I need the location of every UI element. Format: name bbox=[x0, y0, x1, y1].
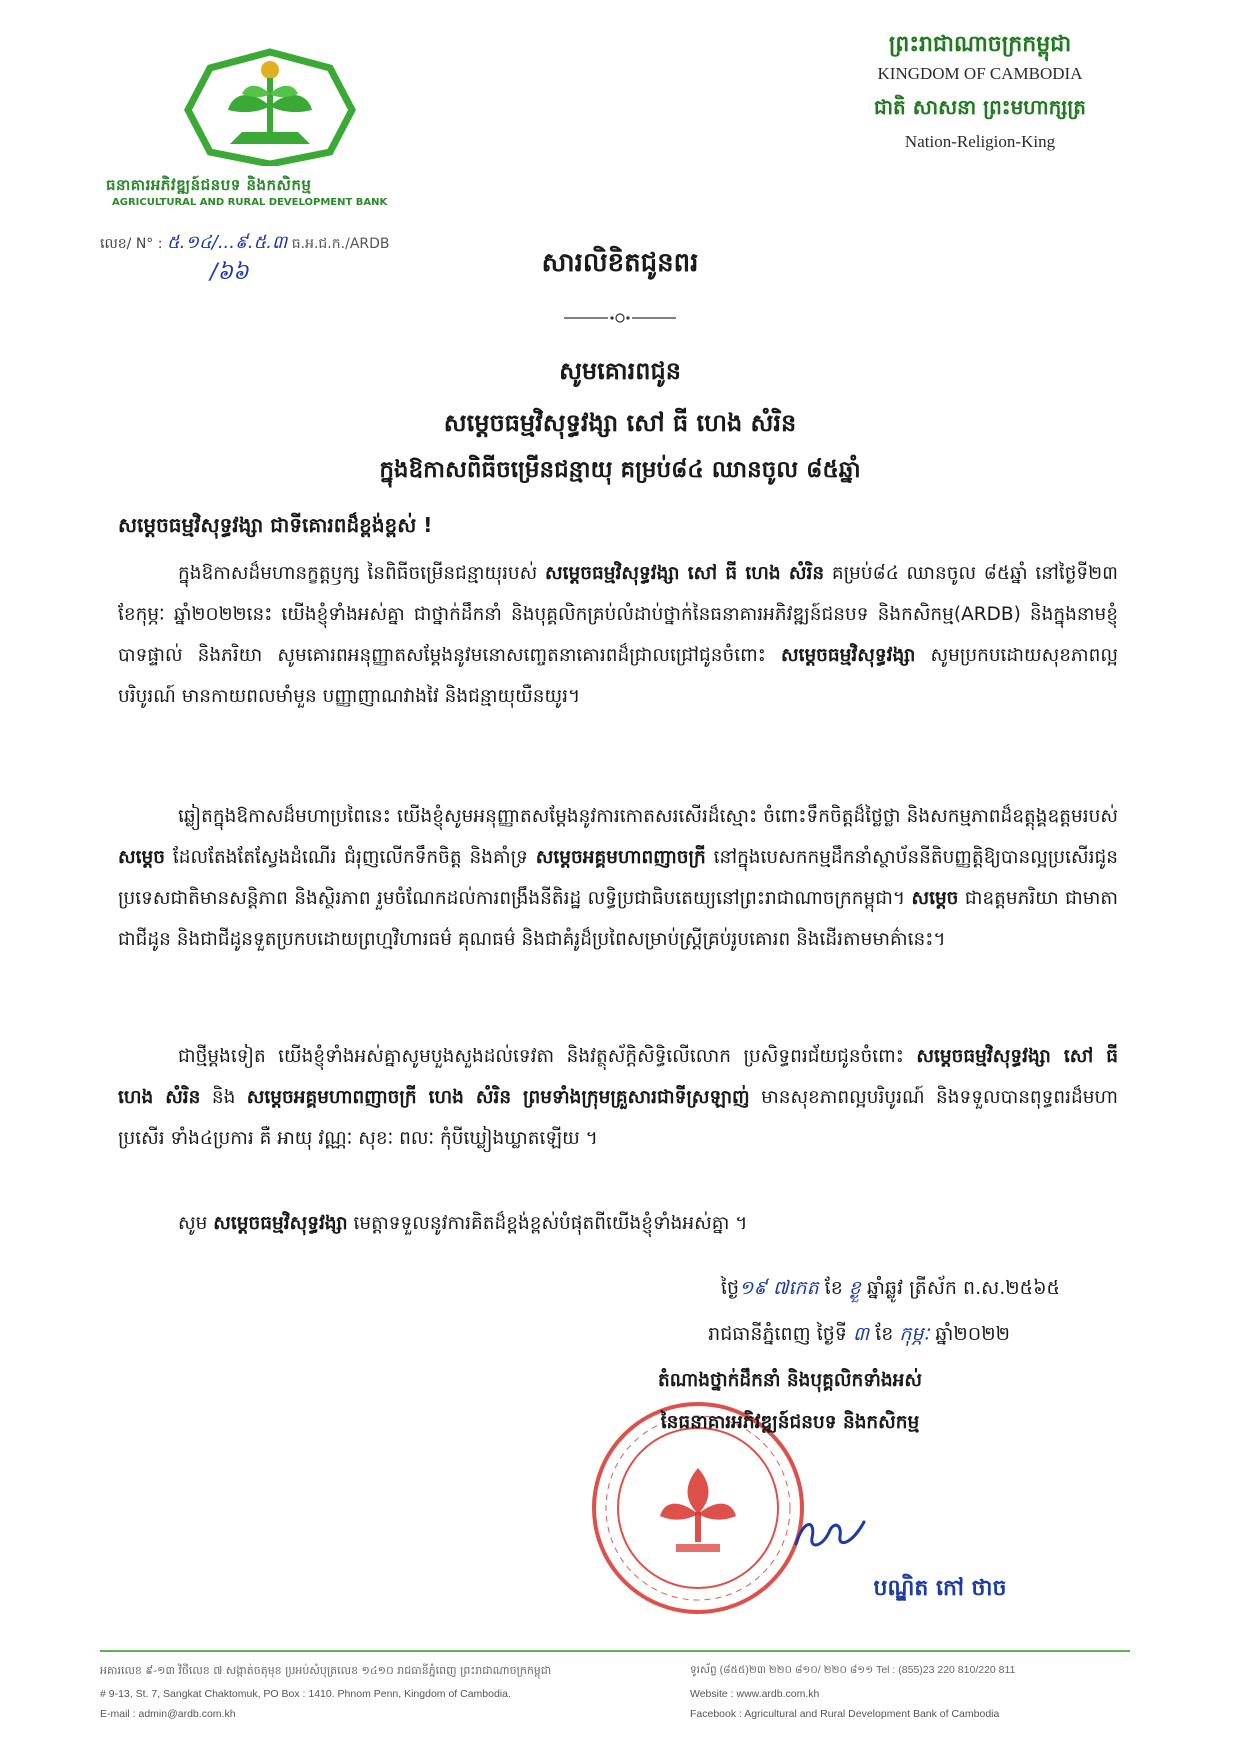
address-line-3: ក្នុងឱកាសពិធីចម្រើនជន្មាយុ គម្រប់៨៤ ឈានចូល ៨៥ឆ្នាំ bbox=[379, 457, 861, 483]
paragraph-2 bbox=[118, 796, 1118, 960]
p1-text-a: ក្នុងឱកាសដ៏មហានក្ខត្តឫក្ស នៃពិធីចម្រើនជន្មាយុរបស់ bbox=[178, 563, 546, 584]
footer-facebook[interactable]: Facebook : Agricultural and Rural Development Bank of Cambodia bbox=[690, 1708, 1000, 1720]
p2-text-g: ជាឧត្តមភរិយា ជាមាតា ជាជីដូន និងជាជីដូនទួតប្រកបដោយព្រហ្មវិហារធម៌ គុណធម៌ និងជាគំរូដ៏ប្រពៃសម្រាប់ស្ត្រីគ្រប់រូបគោរព និងដើរតាមមាគ៌ានេះ។ bbox=[118, 888, 1118, 950]
p2-text-b: សម្តេច bbox=[118, 847, 165, 868]
p2-text-d: សម្តេចអគ្គមហាពញាចក្រី bbox=[535, 847, 706, 868]
footer-phone: ទូរស័ព្ទ (៨៥៥)២៣ ២២០ ៨១០/ ២២០ ៨១១ Tel : (855)23 220 810/220 811 bbox=[690, 1664, 1016, 1676]
kingdom-en: KINGDOM OF CAMBODIA bbox=[877, 64, 1083, 83]
p4-text-a: សូម bbox=[178, 1213, 214, 1234]
p4-text-b: សម្តេចធម្មវិសុទ្ធវង្សា bbox=[213, 1213, 348, 1234]
solar-year: ឆ្នាំ២០២២ bbox=[929, 1323, 1010, 1345]
lunar-rest: ឆ្នាំឆ្លូវ ត្រីស័ក ព.ស.២៥៦៥ bbox=[860, 1277, 1060, 1299]
p4-text-c: មេត្តាទទួលនូវការគិតដ៏ខ្ពង់ខ្ពស់បំផុតពីយើងខ្ញុំទាំងអស់គ្នា ។ bbox=[347, 1213, 748, 1234]
ref-suffix: ធ.អ.ជ.ក./ARDB bbox=[291, 236, 390, 252]
ornament-divider-icon bbox=[560, 312, 680, 324]
p3-text-c: និង bbox=[200, 1087, 247, 1108]
p3-text-d: សម្តេចអគ្គមហាពញាចក្រី ហេង សំរិន ព្រមទាំងក្រុមគ្រួសារជាទីស្រឡាញ់ bbox=[246, 1087, 750, 1108]
signature-line-2: នៃធនាគារអភិវឌ្ឍន៍ជនបទ និងកសិកម្ម bbox=[660, 1412, 920, 1433]
p1-text-d: សម្តេចធម្មវិសុទ្ធវង្សា bbox=[780, 645, 916, 666]
solar-day-handwritten: ៣ bbox=[852, 1323, 870, 1345]
footer-website[interactable]: Website : www.ardb.com.kh bbox=[690, 1688, 820, 1700]
signature-line-1: តំណាងថ្នាក់ដឹកនាំ និងបុគ្គលិកទាំងអស់ bbox=[658, 1370, 922, 1391]
lunar-month-handwritten: ខ្ងួ bbox=[848, 1277, 861, 1299]
paragraph-1 bbox=[118, 553, 1118, 717]
solar-prefix: រាជធានីភ្នំពេញ ថ្ងៃទី bbox=[708, 1323, 853, 1345]
p2-text-c: ដែលតែងតែស្វែងដំណើរ ជំរុញលើកទឹកចិត្ត និងគាំទ្រ bbox=[164, 847, 536, 868]
address-line-2: សម្តេចធម្មវិសុទ្ធវង្សា សៅ ធី ហេង សំរិន bbox=[443, 409, 797, 437]
handwritten-signature-icon bbox=[790, 1508, 870, 1558]
solar-month-handwritten: កុម្ភៈ bbox=[899, 1323, 930, 1345]
lunar-date bbox=[520, 1276, 1060, 1304]
reference-number bbox=[100, 230, 390, 257]
footer-email[interactable]: E-mail : admin@ardb.com.kh bbox=[100, 1708, 236, 1720]
bank-name-en: AGRICULTURAL AND RURAL DEVELOPMENT BANK bbox=[112, 197, 388, 208]
lunar-mid: ខែ bbox=[818, 1277, 849, 1299]
ref-label: លេខ/ N° : bbox=[100, 236, 163, 252]
paragraph-3 bbox=[118, 1036, 1118, 1159]
p2-text-a: ឆ្លៀតក្នុងឱកាសដ៏មហាប្រពៃនេះ យើងខ្ញុំសូមអនុញ្ញាតសម្តែងនូវការកោតសរសើរដ៏ស្មោះ ចំពោះទឹកចិត្តដ៏ថ្លៃថ្លា និងសកម្មភាពដ៏ឧត្តុង្គឧត្តមរបស់ bbox=[178, 806, 1118, 827]
lunar-prefix: ថ្ងៃ bbox=[720, 1277, 740, 1299]
paragraph-4 bbox=[118, 1203, 1118, 1244]
p3-text-a: ជាថ្មីម្តងទៀត យើងខ្ញុំទាំងអស់គ្នាសូមបួងសួងដល់ទេវតា និងវត្ថុស័ក្តិសិទ្ធិលើលោក ប្រសិទ្ធពរជ័យជូនចំពោះ bbox=[178, 1046, 917, 1067]
footer-address-kh: អគារលេខ ៩-១៣ វិថីលេខ ៧ សង្កាត់ចតុមុខ ប្រអប់សំបុត្រលេខ ១៤១០ រាជធានីភ្នំពេញ ព្រះរាជាណាចក្រកម្ពុជា bbox=[100, 1664, 552, 1677]
lunar-day-handwritten: ១៩ ៧កេត bbox=[739, 1277, 819, 1299]
ref-handwritten: ៥.១៤/...៩.៥.៣ bbox=[166, 232, 288, 253]
footer-address-en: # 9-13, St. 7, Sangkat Chaktomuk, PO Box : 1410. Phnom Penn, Kingdom of Cambodia. bbox=[100, 1688, 511, 1700]
p3-text-b: សម្តេចធម្មវិសុទ្ធវង្សា សៅ ធី ហេង សំរិន bbox=[118, 1046, 1118, 1108]
p1-text-e: សូមប្រកបដោយសុខភាពល្អបរិបូរណ៍ មានកាយពលមាំមួន បញ្ញាញាណវាងវៃ និងជន្មាយុយឺនយូរ។ bbox=[118, 645, 1118, 707]
address-line-1: សូមគោរពជូន bbox=[559, 357, 681, 385]
kingdom-kh: ព្រះរាជាណាចក្រកម្ពុជា bbox=[888, 32, 1072, 57]
ardb-logo-icon bbox=[180, 48, 360, 166]
solar-mid: ខែ bbox=[869, 1323, 900, 1345]
ref-handwritten-secondary: /៦៦ bbox=[210, 260, 249, 285]
p1-text-b: សម្តេចធម្មវិសុទ្ធវង្សា សៅ ធី ហេង សំរិន bbox=[545, 563, 825, 584]
p1-text-c: គម្រប់៨៤ ឈានចូល ៨៥ឆ្នាំ នៅថ្ងៃទី២៣ ខែកុម្ភៈ ឆ្នាំ២០២២នេះ យើងខ្ញុំទាំងអស់គ្នា ជាថ្នាក់ដឹកនាំ និងបុគ្គលិកគ្រប់លំដាប់ថ្នាក់នៃធនាគារអភិវឌ្ឍន៍ជនបទ និងកសិកម្ម(ARDB) និងក្នុងនាមខ្ញុំបាទផ្ទាល់ និងភរិយា សូមគោរពអនុញ្ញាតសម្តែងនូវមនោសញ្ចេតនាគោរពដ៏ជ្រាលជ្រៅជូនចំពោះ bbox=[118, 563, 1118, 666]
solar-date bbox=[520, 1322, 1010, 1350]
document-title: សារលិខិតជូនពរ bbox=[541, 248, 699, 278]
p2-text-e: នៅក្នុងបេសកកម្មដឹកនាំស្ថាប័ននីតិបញ្ញត្តិឱ្យបានល្អប្រសើរជូនប្រទេសជាតិមានសន្តិភាព និងស្ថិរភាព រួមចំណែកដល់ការពង្រឹងនីតិរដ្ឋ លទ្ធិប្រជាធិបតេយ្យនៅព្រះរាជាណាចក្រកម្ពុជា។ bbox=[118, 847, 1118, 909]
signer-name: បណ្ឌិត កៅ ថាច bbox=[873, 1576, 1007, 1601]
nation-motto-en: Nation-Religion-King bbox=[904, 132, 1056, 151]
bank-name-kh: ធនាគារអភិវឌ្ឍន៍ជនបទ និងកសិកម្ម bbox=[106, 176, 312, 194]
p2-text-f: សម្តេច bbox=[911, 888, 959, 909]
salutation: សម្តេចធម្មវិសុទ្ធវង្សា ជាទីគោរពដ៏ខ្ពង់ខ្ពស់ ! bbox=[118, 513, 433, 537]
nation-motto-kh: ជាតិ សាសនា ព្រះមហាក្សត្រ bbox=[874, 95, 1086, 119]
footer-divider bbox=[100, 1650, 1130, 1652]
p3-text-e: មានសុខភាពល្អបរិបូរណ៍ និងទទួលបានពុទ្ធពរដ៏មហាប្រសើរ ទាំង៤ប្រការ គឺ អាយុ វណ្ណៈ សុខៈ ពលៈ កុំបីឃ្លៀងឃ្លាតឡើយ ។ bbox=[118, 1087, 1119, 1149]
